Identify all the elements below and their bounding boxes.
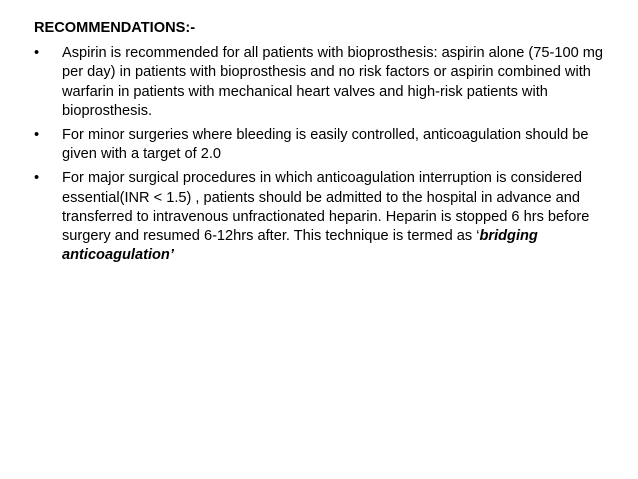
slide-content — [34, 19, 624, 270]
bullet-item-minor-surgery — [34, 126, 624, 164]
bullet-text: Aspirin is recommended for all patients with bioprosthesis: aspirin alone (75-100 mg per day) in patients with bioprosthesis and no risk factors or aspirin combined with warfarin in patients with mechanical heart valves and high-risk patients with bioprosthesis. — [62, 45, 604, 119]
bullet-list — [34, 44, 624, 265]
bullet-icon: • — [34, 45, 40, 62]
bullet-item-aspirin — [34, 44, 624, 121]
slide-heading: RECOMMENDATIONS:- — [34, 20, 196, 36]
bridging-anticoagulation-term: bridging anticoagulation’ — [62, 228, 538, 264]
bullet-item-major-surgery — [34, 169, 624, 265]
bullet-text: For minor surgeries where bleeding is easily controlled, anticoagulation should be given with a target of 2.0 — [62, 127, 589, 163]
bullet-icon: • — [34, 127, 40, 144]
bullet-text: For major surgical procedures in which anticoagulation interruption is considered essential(INR < 1.5) , patients should be admitted to the hospital in advance and transferred to intravenous unfractionated heparin. Heparin is stopped 6 hrs before surgery and resumed 6-12hrs after. This technique is termed as ‘ — [62, 170, 590, 245]
bullet-icon: • — [34, 170, 40, 187]
